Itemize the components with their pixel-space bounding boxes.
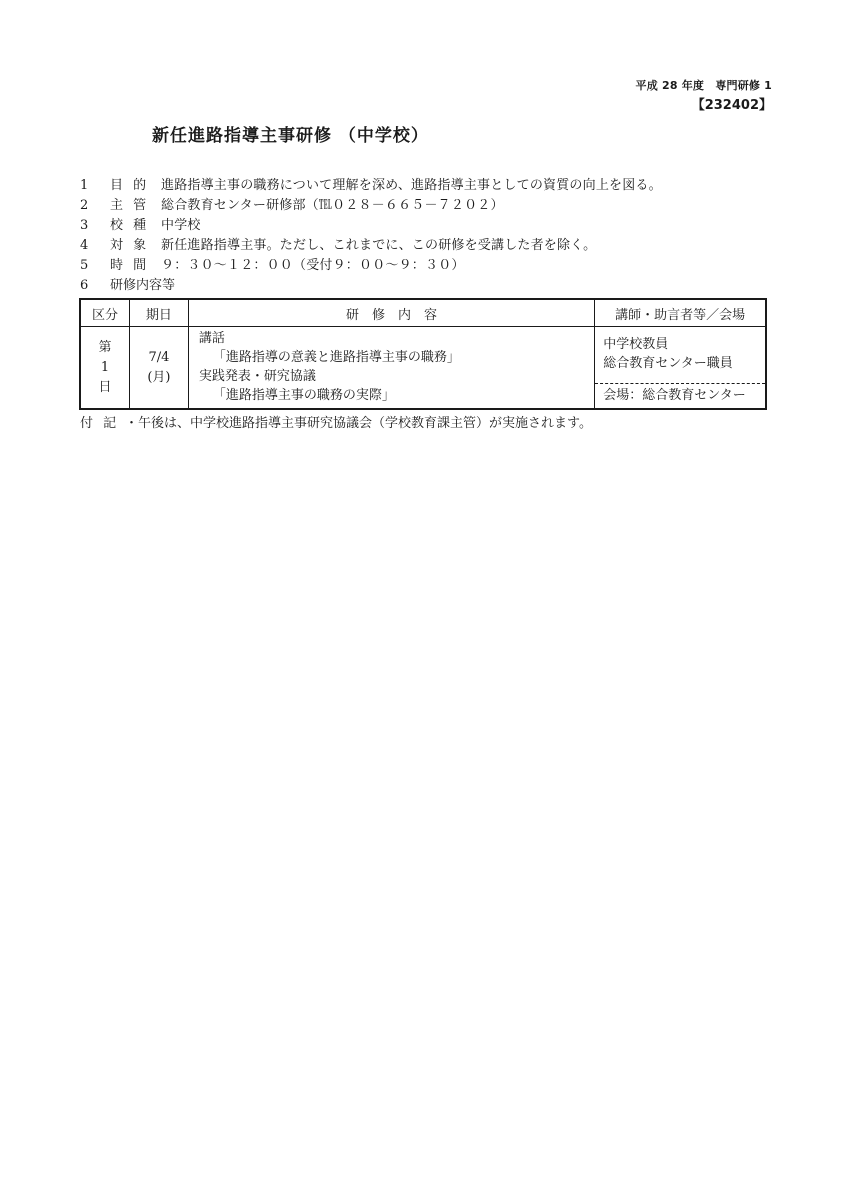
item-number: 4 (80, 238, 89, 253)
item-label: 時 間 (110, 258, 150, 273)
item-label: 校 種 (110, 218, 150, 233)
venue: 会場：総合教育センター (603, 388, 746, 403)
content-line: 実践発表・研究協議 (198, 369, 316, 384)
item-value: 新任進路指導主事。ただし、これまでに、この研修を受講した者を除く。 (161, 238, 597, 253)
item-label: 目 的 (110, 178, 150, 193)
item-value: 中学校 (161, 218, 201, 233)
schedule-table (79, 298, 767, 410)
item-number: 3 (80, 218, 89, 233)
header-date: 期日 (129, 299, 188, 327)
table-row (80, 327, 766, 410)
outline-item-school-type (80, 216, 780, 236)
content-line: 講話 (198, 331, 225, 346)
item-label: 対 象 (110, 238, 150, 253)
outline-item-content (80, 276, 780, 296)
weekday-value: (月) (147, 369, 171, 385)
course-code: 【232402】 (691, 98, 772, 113)
content-line: 「進路指導主事の職務の実際」 (212, 388, 395, 403)
day-line: 日 (98, 379, 112, 395)
item-value: 進路指導主事の職務について理解を深め、進路指導主事としての資質の向上を図る。 (161, 178, 662, 193)
item-label: 主 管 (110, 198, 150, 213)
item-value: 総合教育センター研修部（℡０２８－６６５－７２０２） (161, 198, 504, 213)
lecturer-name: 中学校教員 (603, 337, 669, 352)
day-line: 1 (100, 359, 110, 375)
outline-item-purpose (80, 176, 780, 196)
item-number: 1 (80, 178, 89, 193)
header-content: 研 修 内 容 (188, 299, 594, 327)
item-number: 5 (80, 258, 89, 273)
outline-list (80, 176, 780, 296)
item-number: 2 (80, 198, 89, 213)
content-line: 「進路指導の意義と進路指導主事の職務」 (212, 350, 460, 365)
note-text: ・午後は、中学校進路指導主事研究協議会（学校教育課主管）が実施されます。 (125, 416, 592, 431)
page-title: 新任進路指導主事研修 （中学校） (152, 126, 429, 146)
day-line: 第 (98, 339, 112, 355)
note-label: 付 記 (80, 416, 120, 431)
table-header-row (80, 299, 766, 327)
fiscal-year-label: 平成 28 年度 専門研修 1 (635, 79, 772, 92)
outline-item-target (80, 236, 780, 256)
lecturer-list (595, 327, 765, 384)
outline-item-time (80, 256, 780, 276)
date-value: 7/4 (148, 349, 170, 365)
date-cell (129, 327, 188, 410)
header-lecturer-venue: 講師・助言者等／会場 (595, 299, 766, 327)
content-cell (188, 327, 594, 410)
item-number: 6 (80, 278, 89, 293)
supplementary-note (80, 412, 592, 431)
lecturer-name: 総合教育センター職員 (603, 356, 733, 371)
day-cell (80, 327, 129, 410)
item-label: 研修内容等 (110, 278, 176, 293)
lecturer-venue-cell (595, 327, 766, 410)
outline-item-organizer (80, 196, 780, 216)
item-value: ９：３０～１２：００（受付９：００～９：３０） (161, 258, 465, 273)
header-kubun: 区分 (80, 299, 129, 327)
